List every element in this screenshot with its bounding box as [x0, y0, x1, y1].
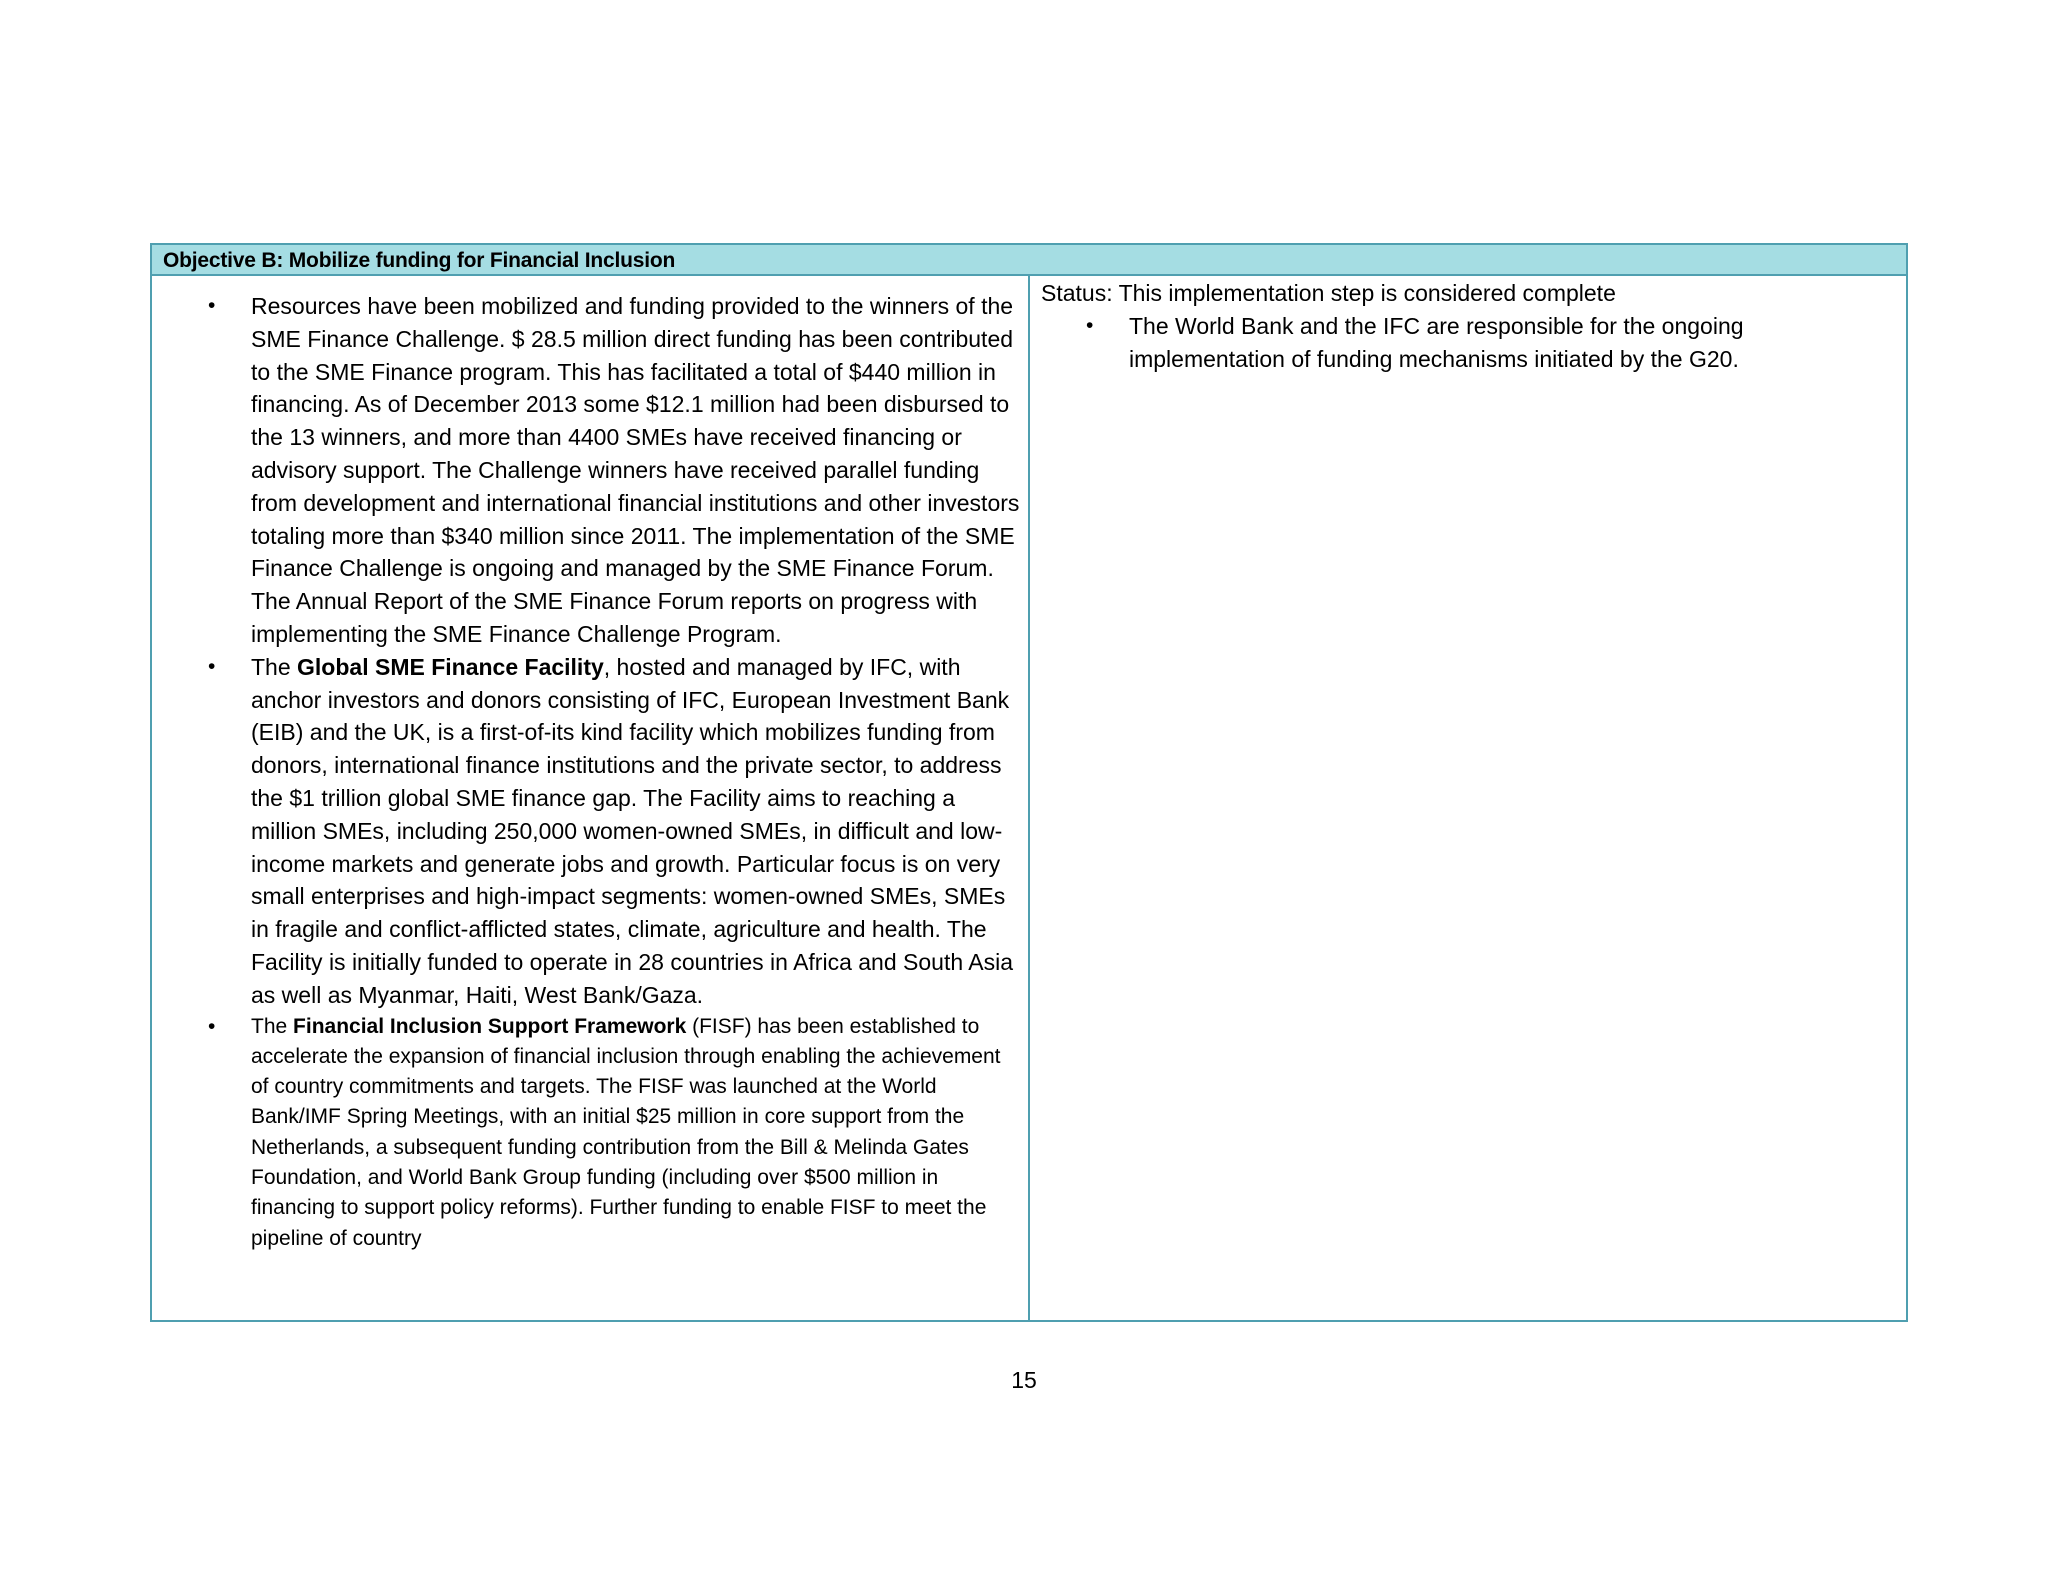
progress-list	[152, 276, 1028, 1254]
page-number: 15	[1011, 1367, 1037, 1393]
item-text: The	[251, 1014, 294, 1038]
item-bold-term: Financial Inclusion Support Framework	[293, 1014, 687, 1038]
item-text: The	[251, 653, 298, 680]
bullet-icon: •	[208, 654, 216, 678]
item-text: , hosted and managed by IFC, with anchor investors and donors consisting of IFC, European Investment Bank (EIB) and the UK, is a first-of-its kind facility which mobilizes funding from donors, international finance institutions and the private sector, to address the $1 trillion global SME finance gap. The Facility aims to reaching a million SMEs, including 250,000 women-owned SMEs, in difficult and low-income markets and generate jobs and growth. Particular focus is on very small enterprises and high-impact segments: women-owned SMEs, SMEs in fragile and conflict-afflicted states, climate, agriculture and health. The Facility is initially funded to operate in 28 countries in Africa and South Asia as well as Myanmar, Haiti, West Bank/Gaza.	[251, 653, 1013, 1008]
objective-table	[150, 243, 1908, 1322]
status-column	[1030, 276, 1906, 1320]
status-text: Status: This implementation step is considered complete	[1041, 280, 1616, 306]
table-body	[152, 276, 1906, 1320]
item-text: (FISF) has been established to accelerate the expansion of financial inclusion through enabling the achievement of country commitments and targets. The FISF was launched at the World Bank/IMF Spring Meetings, with an initial $25 million in core support from the Netherlands, a subsequent funding contribution from the Bill & Melinda Gates Foundation, and World Bank Group funding (including over $500 million in financing to support policy reforms). Further funding to enable FISF to meet the pipeline of country	[251, 1014, 1001, 1250]
item-text: Resources have been mobilized and funding provided to the winners of the SME Finance Challenge. $ 28.5 million direct funding has been contributed to the SME Finance program. This has facilitated a total of $440 million in financing. As of December 2013 some $12.1 million had been disbursed to the 13 winners, and more than 4400 SMEs have received financing or advisory support. The Challenge winners have received parallel funding from development and international financial institutions and other investors totaling more than $340 million since 2011. The implementation of the SME Finance Challenge is ongoing and managed by the SME Finance Forum. The Annual Report of the SME Finance Forum reports on progress with implementing the SME Finance Challenge Program.	[251, 293, 1020, 647]
progress-column	[152, 276, 1030, 1320]
item-bold-term: Global SME Finance Facility	[297, 653, 604, 680]
list-item	[1030, 310, 1906, 376]
bullet-icon: •	[208, 1014, 216, 1038]
status-list	[1030, 310, 1906, 376]
list-item	[152, 1012, 1028, 1254]
list-item	[152, 651, 1028, 1012]
bullet-icon: •	[208, 294, 216, 317]
item-text: The World Bank and the IFC are responsible for the ongoing implementation of funding mechanisms initiated by the G20.	[1129, 312, 1744, 372]
table-header: Objective B: Mobilize funding for Financial Inclusion	[152, 245, 1906, 276]
bullet-icon: •	[1086, 313, 1094, 337]
list-item	[152, 290, 1028, 651]
